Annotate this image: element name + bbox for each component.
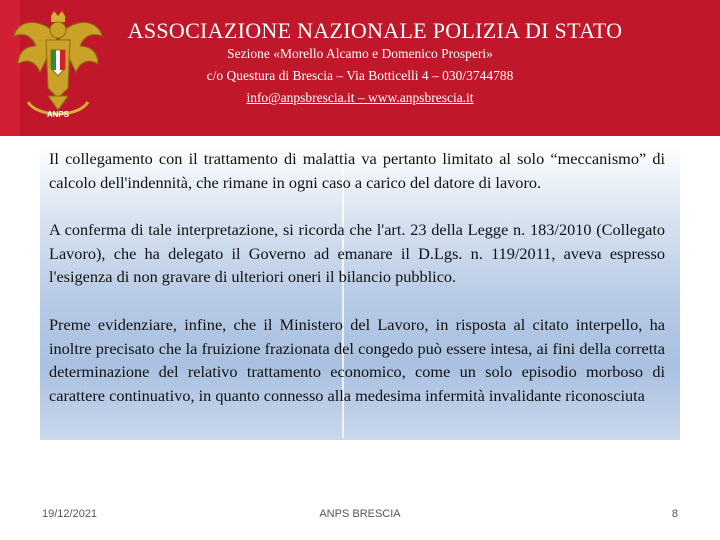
section-name: Sezione «Morello Alcamo e Domenico Prosperi» xyxy=(227,46,493,61)
organization-title: ASSOCIAZIONE NAZIONALE POLIZIA DI STATO xyxy=(127,18,623,43)
footer-date: 19/12/2021 xyxy=(42,508,98,520)
body-paragraph: Preme evidenziare, infine, che il Ministero del Lavoro, in risposta al citato interpello, ha inoltre precisato che la fruizione frazionata del congedo può essere intesa, ai fini della corretta determinazione del relativo trattamento economico, come un solo episodio morboso di carattere continuativo, in quanto connesso alla medesima infermità invalidante riconosciuta xyxy=(49,315,665,405)
footer-organization: ANPS BRESCIA xyxy=(319,508,401,520)
body-paragraph: Il collegamento con il trattamento di malattia va pertanto limitato al solo “meccanismo” di calcolo dell'indennità, che rimane in ogni caso a carico del datore di lavoro. xyxy=(49,149,665,192)
page-number: 8 xyxy=(671,508,678,520)
header-banner xyxy=(0,0,720,136)
body-paragraph: A conferma di tale interpretazione, si ricorda che l'art. 23 della Legge n. 183/2010 (Collegato Lavoro), che ha delegato il Governo ad emanare il D.Lgs. n. 119/2011, aveva espresso l'esigenza di non gravare di ulteriori oneri il bilancio pubblico. xyxy=(49,220,665,286)
emblem-label: ANPS xyxy=(46,110,70,119)
contact-links[interactable]: info@anpsbrescia.it – www.anpsbrescia.it xyxy=(246,90,474,105)
address-line: c/o Questura di Brescia – Via Botticelli 4 – 030/3744788 xyxy=(206,68,514,83)
